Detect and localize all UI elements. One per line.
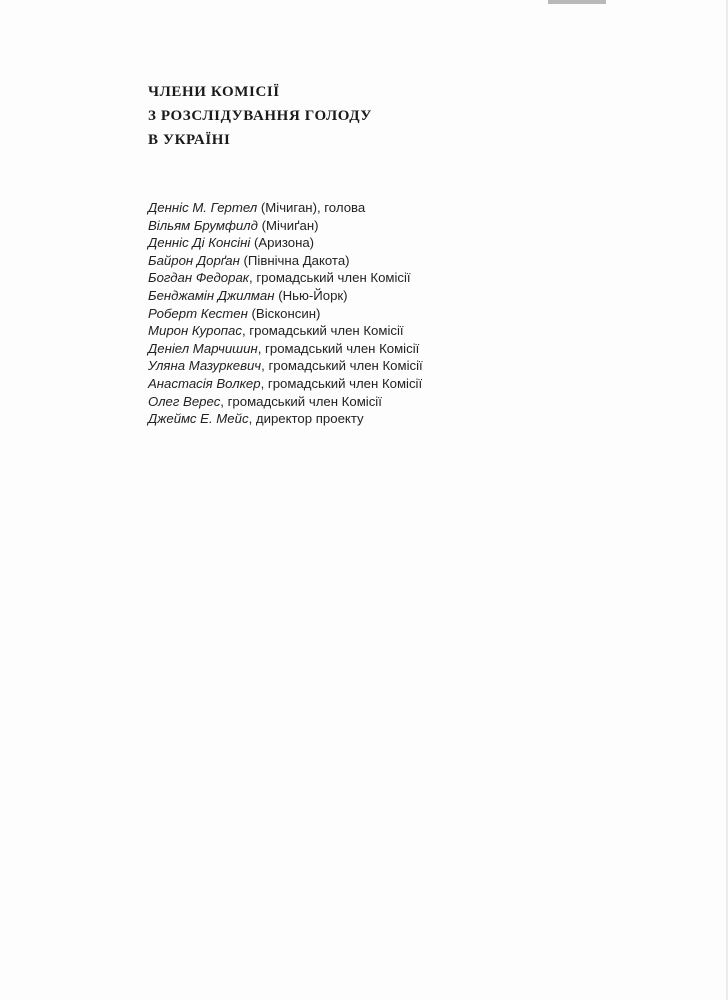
member-name: Бенджамін Джилман bbox=[148, 287, 275, 303]
page-title bbox=[148, 80, 372, 152]
page-top-mark bbox=[548, 0, 606, 4]
member-detail: , громадський член Комісії bbox=[241, 323, 404, 339]
member-name: Деніел Марчишин bbox=[148, 340, 258, 356]
member-name: Богдан Федорак bbox=[148, 270, 250, 286]
member-item bbox=[148, 322, 423, 340]
member-name: Мирон Куропас bbox=[148, 323, 242, 339]
member-detail: , громадський член Комісії bbox=[261, 358, 423, 374]
member-detail: (Мічиган), голова bbox=[257, 200, 366, 215]
member-item bbox=[148, 199, 423, 217]
member-name: Джеймс Е. Мейс bbox=[148, 411, 249, 427]
member-item bbox=[148, 375, 423, 393]
member-detail: (Північна Дакота) bbox=[239, 252, 350, 268]
member-detail: , громадський член Комісії bbox=[257, 340, 420, 356]
members-list bbox=[148, 199, 423, 428]
member-item bbox=[148, 269, 423, 287]
member-detail: , громадський член Комісії bbox=[260, 375, 423, 391]
member-detail: , директор проекту bbox=[248, 411, 364, 427]
member-name: Байрон Дорґан bbox=[148, 252, 240, 268]
member-name: Анастасія Волкер bbox=[148, 375, 261, 391]
member-name: Олег Верес bbox=[148, 393, 221, 409]
member-detail: , громадський член Комісії bbox=[249, 270, 411, 286]
member-name: Денніс М. Гертел bbox=[148, 200, 258, 215]
title-line: З РОЗСЛІДУВАННЯ ГОЛОДУ bbox=[148, 108, 373, 124]
member-detail: (Вісконсин) bbox=[247, 305, 321, 321]
member-detail: (Мічиґан) bbox=[257, 217, 319, 233]
member-item bbox=[148, 234, 423, 252]
member-name: Денніс Ді Консіні bbox=[148, 235, 251, 251]
member-item bbox=[148, 305, 423, 323]
member-item bbox=[148, 340, 423, 358]
member-item bbox=[148, 252, 423, 270]
member-item bbox=[148, 393, 423, 411]
member-item bbox=[148, 217, 423, 235]
member-detail: , громадський член Комісії bbox=[220, 393, 382, 409]
title-line: ЧЛЕНИ КОМІСІЇ bbox=[148, 84, 280, 100]
member-item bbox=[148, 410, 423, 428]
member-item bbox=[148, 287, 423, 305]
member-name: Уляна Мазуркевич bbox=[148, 358, 262, 374]
member-name: Вільям Брумфилд bbox=[148, 217, 258, 233]
member-item bbox=[148, 357, 423, 375]
member-detail: (Аризона) bbox=[250, 235, 315, 251]
title-line: В УКРАЇНІ bbox=[148, 132, 231, 148]
member-detail: (Нью-Йорк) bbox=[274, 287, 348, 303]
member-name: Роберт Кестен bbox=[148, 305, 248, 321]
